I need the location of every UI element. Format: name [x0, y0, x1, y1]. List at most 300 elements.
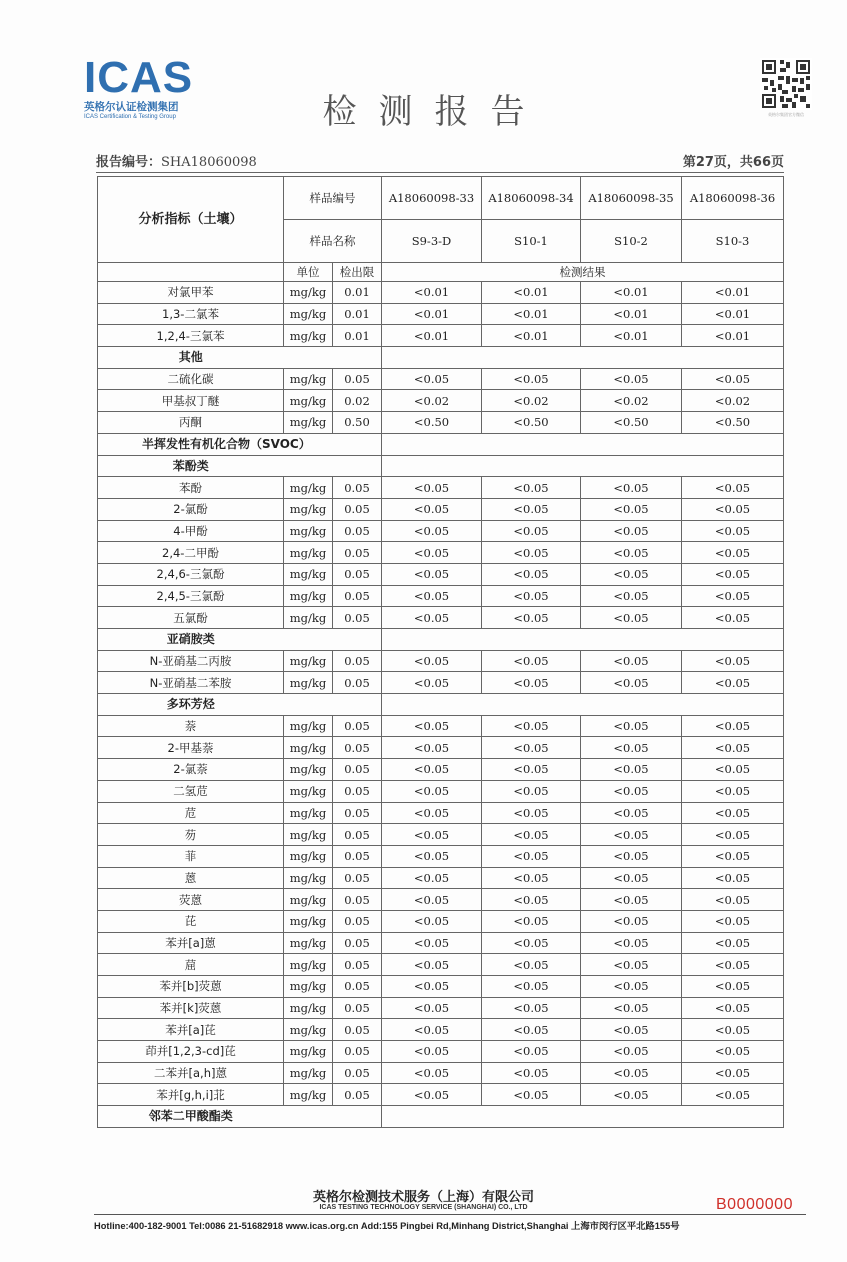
table-row [98, 542, 784, 564]
limit-cell: 0.05 [333, 498, 382, 520]
limit-cell: 0.05 [333, 954, 382, 976]
result-cell: <0.05 [382, 1084, 482, 1106]
sample-no-cell: A18060098-33 [382, 177, 482, 220]
table-row [98, 867, 784, 889]
sample-no-label: 样品编号 [284, 177, 382, 220]
section-empty-cell [284, 1106, 382, 1128]
result-cell: <0.05 [382, 672, 482, 694]
result-header: 检测结果 [382, 263, 784, 282]
sample-no-cell: A18060098-36 [682, 177, 784, 220]
table-row [98, 607, 784, 629]
analyte-name-cell: 2-甲基萘 [98, 737, 284, 759]
unit-cell: mg/kg [284, 997, 333, 1019]
logo-chinese-name: 英格尔认证检测集团 [84, 101, 179, 113]
result-cell: <0.01 [382, 325, 482, 347]
result-cell: <0.05 [682, 1084, 784, 1106]
result-cell: <0.05 [482, 737, 581, 759]
sample-no-cell: A18060098-34 [482, 177, 581, 220]
unit-cell: mg/kg [284, 563, 333, 585]
limit-cell: 0.01 [333, 325, 382, 347]
report-number-label: 报告编号： [96, 155, 162, 170]
analyte-name-cell: N-亚硝基二苯胺 [98, 672, 284, 694]
table-row [98, 737, 784, 759]
result-cell: <0.05 [682, 563, 784, 585]
result-cell: <0.05 [382, 542, 482, 564]
section-empty-cell [382, 694, 784, 716]
unit-cell: mg/kg [284, 954, 333, 976]
result-cell: <0.05 [482, 954, 581, 976]
result-cell: <0.02 [682, 390, 784, 412]
result-cell: <0.05 [682, 1062, 784, 1084]
result-cell: <0.05 [482, 932, 581, 954]
result-cell: <0.05 [482, 1062, 581, 1084]
result-cell: <0.50 [382, 412, 482, 434]
analyte-name-cell: 丙酮 [98, 412, 284, 434]
unit-cell: mg/kg [284, 1084, 333, 1106]
analyte-name-cell: 芴 [98, 824, 284, 846]
limit-cell: 0.05 [333, 932, 382, 954]
table-row [98, 1041, 784, 1063]
result-cell: <0.01 [482, 325, 581, 347]
result-cell: <0.05 [382, 1062, 482, 1084]
table-row [98, 325, 784, 347]
limit-cell: 0.05 [333, 1019, 382, 1041]
result-cell: <0.05 [382, 824, 482, 846]
unit-cell: mg/kg [284, 607, 333, 629]
result-cell: <0.05 [581, 1062, 682, 1084]
result-cell: <0.05 [581, 563, 682, 585]
sample-name-cell: S10-2 [581, 220, 682, 263]
logo-wordmark: ICAS [84, 53, 194, 102]
header-divider [96, 172, 784, 173]
result-cell: <0.01 [581, 282, 682, 304]
limit-cell: 0.05 [333, 672, 382, 694]
result-cell: <0.05 [382, 997, 482, 1019]
analyte-name-cell: 二氢苊 [98, 780, 284, 802]
result-cell: <0.02 [382, 390, 482, 412]
result-cell: <0.05 [382, 715, 482, 737]
result-cell: <0.05 [682, 780, 784, 802]
result-cell: <0.05 [482, 585, 581, 607]
section-empty-cell [382, 1106, 784, 1128]
result-cell: <0.05 [482, 715, 581, 737]
limit-cell: 0.01 [333, 303, 382, 325]
logo-english-name: ICAS Certification & Testing Group [84, 114, 176, 120]
analyte-name-cell: 二硫化碳 [98, 368, 284, 390]
result-cell: <0.01 [581, 303, 682, 325]
result-cell: <0.05 [482, 759, 581, 781]
table-row [98, 889, 784, 911]
result-cell: <0.05 [682, 824, 784, 846]
result-cell: <0.05 [581, 737, 682, 759]
result-cell: <0.05 [482, 824, 581, 846]
table-row [98, 498, 784, 520]
limit-cell: 0.01 [333, 282, 382, 304]
result-cell: <0.50 [581, 412, 682, 434]
result-cell: <0.50 [682, 412, 784, 434]
table-row [98, 954, 784, 976]
analyte-name-cell: 2,4,6-三氯酚 [98, 563, 284, 585]
limit-cell: 0.05 [333, 1041, 382, 1063]
result-cell: <0.05 [382, 368, 482, 390]
result-cell: <0.05 [382, 845, 482, 867]
table-row [98, 390, 784, 412]
footer-divider [94, 1214, 806, 1215]
limit-cell: 0.05 [333, 563, 382, 585]
analyte-name-cell: 五氯酚 [98, 607, 284, 629]
result-cell: <0.05 [382, 932, 482, 954]
result-cell: <0.05 [581, 824, 682, 846]
result-cell: <0.05 [581, 585, 682, 607]
result-cell: <0.05 [682, 867, 784, 889]
table-row [98, 1062, 784, 1084]
analyte-name-cell: 1,2,4-三氯苯 [98, 325, 284, 347]
analysis-indicator-header: 分析指标（土壤） [98, 177, 284, 263]
limit-cell: 0.05 [333, 780, 382, 802]
result-cell: <0.05 [382, 780, 482, 802]
unit-cell: mg/kg [284, 650, 333, 672]
result-cell: <0.05 [382, 954, 482, 976]
limit-cell: 0.02 [333, 390, 382, 412]
limit-cell: 0.50 [333, 412, 382, 434]
result-cell: <0.05 [482, 889, 581, 911]
section-row [98, 433, 784, 455]
report-number-value: SHA18060098 [161, 155, 257, 170]
result-cell: <0.05 [581, 368, 682, 390]
limit-cell: 0.05 [333, 997, 382, 1019]
result-cell: <0.05 [482, 368, 581, 390]
analyte-name-cell: 萘 [98, 715, 284, 737]
serial-number: B0000000 [716, 1196, 793, 1213]
result-cell: <0.05 [581, 1019, 682, 1041]
result-cell: <0.05 [382, 650, 482, 672]
analyte-name-cell: 苯酚 [98, 477, 284, 499]
unit-cell: mg/kg [284, 477, 333, 499]
result-cell: <0.05 [382, 1019, 482, 1041]
result-cell: <0.05 [581, 910, 682, 932]
limit-cell: 0.05 [333, 976, 382, 998]
result-cell: <0.05 [581, 954, 682, 976]
table-row [98, 672, 784, 694]
unit-cell: mg/kg [284, 867, 333, 889]
result-cell: <0.05 [682, 585, 784, 607]
result-cell: <0.02 [581, 390, 682, 412]
section-title: 苯酚类 [98, 455, 284, 477]
qr-code-icon [760, 58, 812, 110]
result-cell: <0.05 [581, 845, 682, 867]
analyte-name-cell: 二苯并[a,h]蒽 [98, 1062, 284, 1084]
result-cell: <0.05 [581, 498, 682, 520]
result-cell: <0.50 [482, 412, 581, 434]
result-cell: <0.01 [382, 303, 482, 325]
result-cell: <0.05 [682, 737, 784, 759]
table-row [98, 802, 784, 824]
result-cell: <0.05 [581, 997, 682, 1019]
result-cell: <0.05 [581, 672, 682, 694]
result-cell: <0.05 [581, 650, 682, 672]
result-cell: <0.05 [482, 563, 581, 585]
result-cell: <0.05 [482, 672, 581, 694]
unit-cell: mg/kg [284, 282, 333, 304]
result-cell: <0.05 [581, 759, 682, 781]
empty-cell [98, 263, 284, 282]
table-row [98, 1084, 784, 1106]
section-empty-cell [284, 455, 382, 477]
result-cell: <0.01 [682, 282, 784, 304]
result-cell: <0.05 [581, 1084, 682, 1106]
unit-cell: mg/kg [284, 1041, 333, 1063]
limit-cell: 0.05 [333, 889, 382, 911]
unit-cell: mg/kg [284, 325, 333, 347]
result-cell: <0.05 [581, 802, 682, 824]
result-cell: <0.05 [682, 715, 784, 737]
unit-cell: mg/kg [284, 585, 333, 607]
section-empty-cell [284, 694, 382, 716]
result-cell: <0.05 [482, 1019, 581, 1041]
unit-cell: mg/kg [284, 542, 333, 564]
analyte-name-cell: 甲基叔丁醚 [98, 390, 284, 412]
limit-cell: 0.05 [333, 737, 382, 759]
unit-cell: mg/kg [284, 889, 333, 911]
unit-cell: mg/kg [284, 715, 333, 737]
result-cell: <0.01 [581, 325, 682, 347]
table-row [98, 585, 784, 607]
section-empty-cell [284, 347, 382, 369]
result-cell: <0.05 [581, 1041, 682, 1063]
result-cell: <0.05 [382, 867, 482, 889]
result-cell: <0.05 [682, 954, 784, 976]
analyte-name-cell: 苯并[a]蒽 [98, 932, 284, 954]
analyte-name-cell: 苯并[g,h,i]苝 [98, 1084, 284, 1106]
unit-cell: mg/kg [284, 932, 333, 954]
result-cell: <0.01 [482, 303, 581, 325]
limit-cell: 0.05 [333, 715, 382, 737]
limit-cell: 0.05 [333, 824, 382, 846]
limit-cell: 0.05 [333, 867, 382, 889]
unit-cell: mg/kg [284, 802, 333, 824]
result-cell: <0.05 [581, 889, 682, 911]
section-title: 邻苯二甲酸酯类 [98, 1106, 284, 1128]
qr-caption: 英格尔集团官方微信 [768, 112, 804, 117]
unit-cell: mg/kg [284, 498, 333, 520]
limit-cell: 0.05 [333, 650, 382, 672]
unit-cell: mg/kg [284, 390, 333, 412]
limit-cell: 0.05 [333, 368, 382, 390]
section-empty-cell [382, 433, 784, 455]
unit-cell: mg/kg [284, 824, 333, 846]
unit-cell: mg/kg [284, 910, 333, 932]
document-title: 检测报告 [322, 92, 547, 132]
result-cell: <0.05 [482, 997, 581, 1019]
analyte-name-cell: 茚并[1,2,3-cd]芘 [98, 1041, 284, 1063]
result-cell: <0.05 [682, 498, 784, 520]
limit-cell: 0.05 [333, 542, 382, 564]
limit-cell: 0.05 [333, 845, 382, 867]
result-cell: <0.05 [682, 520, 784, 542]
result-cell: <0.05 [682, 997, 784, 1019]
result-cell: <0.05 [682, 542, 784, 564]
result-cell: <0.05 [682, 910, 784, 932]
result-cell: <0.05 [382, 477, 482, 499]
analyte-name-cell: 2,4,5-三氯酚 [98, 585, 284, 607]
result-cell: <0.05 [682, 889, 784, 911]
analyte-name-cell: 2,4-二甲酚 [98, 542, 284, 564]
table-row [98, 563, 784, 585]
table-row [98, 715, 784, 737]
limit-cell: 0.05 [333, 520, 382, 542]
limit-cell: 0.05 [333, 1062, 382, 1084]
limit-cell: 0.05 [333, 477, 382, 499]
result-cell: <0.05 [382, 520, 482, 542]
result-cell: <0.05 [682, 650, 784, 672]
header-row-sample-no [98, 177, 784, 220]
section-title: 亚硝胺类 [98, 629, 284, 651]
limit-cell: 0.05 [333, 802, 382, 824]
table-row [98, 759, 784, 781]
analyte-name-cell: 2-氯酚 [98, 498, 284, 520]
analyte-name-cell: 苯并[a]芘 [98, 1019, 284, 1041]
result-cell: <0.05 [682, 845, 784, 867]
unit-cell: mg/kg [284, 737, 333, 759]
table-row [98, 650, 784, 672]
result-cell: <0.05 [581, 780, 682, 802]
result-cell: <0.05 [482, 542, 581, 564]
result-cell: <0.05 [482, 498, 581, 520]
analyte-name-cell: 蒽 [98, 867, 284, 889]
table-row [98, 303, 784, 325]
section-empty-cell [284, 629, 382, 651]
result-cell: <0.05 [482, 867, 581, 889]
table-row [98, 824, 784, 846]
result-cell: <0.05 [482, 802, 581, 824]
analyte-name-cell: 4-甲酚 [98, 520, 284, 542]
limit-cell: 0.05 [333, 607, 382, 629]
unit-cell: mg/kg [284, 976, 333, 998]
result-cell: <0.05 [682, 759, 784, 781]
table-row [98, 412, 784, 434]
limit-cell: 0.05 [333, 585, 382, 607]
results-table-body [98, 177, 784, 1128]
result-cell: <0.01 [382, 282, 482, 304]
result-cell: <0.05 [581, 867, 682, 889]
sample-name-cell: S10-1 [482, 220, 581, 263]
limit-header: 检出限 [333, 263, 382, 282]
unit-cell: mg/kg [284, 780, 333, 802]
table-row [98, 910, 784, 932]
result-cell: <0.05 [581, 976, 682, 998]
limit-cell: 0.05 [333, 910, 382, 932]
result-cell: <0.01 [682, 303, 784, 325]
section-row [98, 694, 784, 716]
unit-header: 单位 [284, 263, 333, 282]
section-row [98, 629, 784, 651]
section-empty-cell [382, 455, 784, 477]
unit-cell: mg/kg [284, 672, 333, 694]
result-cell: <0.05 [482, 1041, 581, 1063]
sample-name-cell: S9-3-D [382, 220, 482, 263]
report-number [96, 151, 257, 170]
footer-contact: Hotline:400-182-9001 Tel:0086 21-51682918 www.icas.org.cn Add:155 Pingbei Rd,Minhang District,Shanghai 上海市闵行区平北路155号 [94, 1221, 680, 1231]
result-cell: <0.05 [682, 607, 784, 629]
table-row [98, 932, 784, 954]
analyte-name-cell: 苯并[b]荧蒽 [98, 976, 284, 998]
footer-company-cn: 英格尔检测技术服务（上海）有限公司 [312, 1190, 534, 1205]
sample-name-label: 样品名称 [284, 220, 382, 263]
section-title: 其他 [98, 347, 284, 369]
table-row [98, 368, 784, 390]
limit-cell: 0.05 [333, 759, 382, 781]
section-row [98, 455, 784, 477]
result-cell: <0.05 [682, 1041, 784, 1063]
result-cell: <0.05 [382, 976, 482, 998]
analyte-name-cell: N-亚硝基二丙胺 [98, 650, 284, 672]
analyte-name-cell: 对氯甲苯 [98, 282, 284, 304]
section-title: 半挥发性有机化合物（SVOC） [98, 433, 284, 455]
table-row [98, 477, 784, 499]
section-empty-cell [382, 629, 784, 651]
result-cell: <0.05 [682, 1019, 784, 1041]
result-cell: <0.05 [482, 910, 581, 932]
result-cell: <0.05 [482, 607, 581, 629]
result-cell: <0.05 [482, 1084, 581, 1106]
table-row [98, 780, 784, 802]
result-cell: <0.05 [581, 477, 682, 499]
result-cell: <0.05 [682, 976, 784, 998]
result-cell: <0.05 [581, 607, 682, 629]
result-cell: <0.05 [482, 477, 581, 499]
analyte-name-cell: 苊 [98, 802, 284, 824]
unit-cell: mg/kg [284, 520, 333, 542]
section-row [98, 1106, 784, 1128]
result-cell: <0.05 [482, 520, 581, 542]
result-cell: <0.05 [682, 368, 784, 390]
result-cell: <0.05 [482, 650, 581, 672]
unit-cell: mg/kg [284, 1019, 333, 1041]
result-cell: <0.05 [382, 607, 482, 629]
result-cell: <0.05 [382, 585, 482, 607]
table-row [98, 845, 784, 867]
unit-cell: mg/kg [284, 759, 333, 781]
unit-cell: mg/kg [284, 303, 333, 325]
unit-cell: mg/kg [284, 368, 333, 390]
sample-name-cell: S10-3 [682, 220, 784, 263]
result-cell: <0.05 [682, 477, 784, 499]
result-cell: <0.05 [581, 520, 682, 542]
table-row [98, 997, 784, 1019]
result-cell: <0.05 [581, 542, 682, 564]
unit-cell: mg/kg [284, 845, 333, 867]
table-row [98, 520, 784, 542]
result-cell: <0.05 [382, 910, 482, 932]
table-row [98, 282, 784, 304]
analyte-name-cell: 1,3-二氯苯 [98, 303, 284, 325]
analyte-name-cell: 苯并[k]荧蒽 [98, 997, 284, 1019]
analyte-name-cell: 2-氯萘 [98, 759, 284, 781]
analyte-name-cell: 芘 [98, 910, 284, 932]
analyte-name-cell: 荧蒽 [98, 889, 284, 911]
footer-company-en: ICAS TESTING TECHNOLOGY SERVICE (SHANGHAI) CO., LTD [319, 1204, 528, 1211]
result-cell: <0.05 [382, 802, 482, 824]
section-row [98, 347, 784, 369]
result-cell: <0.01 [482, 282, 581, 304]
analyte-name-cell: 䓛 [98, 954, 284, 976]
result-cell: <0.05 [382, 563, 482, 585]
page-indicator: 第27页，共66页 [682, 155, 784, 170]
result-cell: <0.05 [682, 802, 784, 824]
result-cell: <0.05 [382, 759, 482, 781]
unit-cell: mg/kg [284, 412, 333, 434]
section-empty-cell [382, 347, 784, 369]
